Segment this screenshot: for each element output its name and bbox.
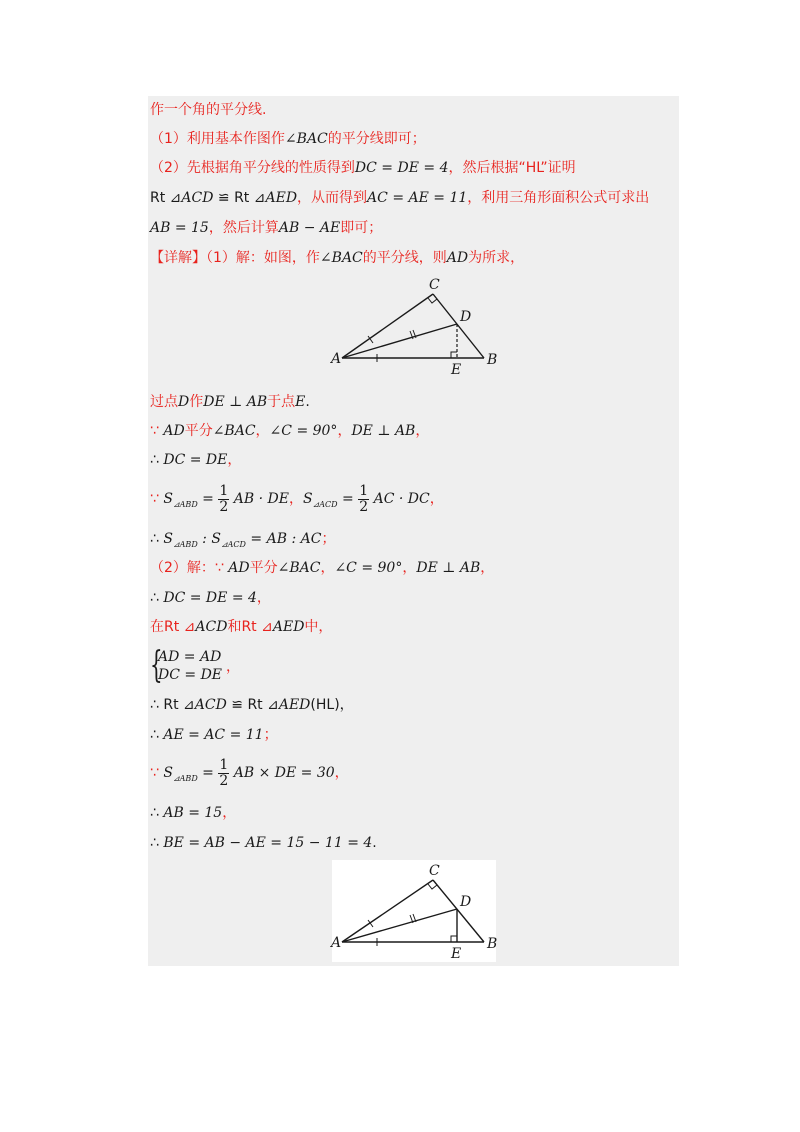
- label-a: A: [331, 935, 342, 951]
- label-c: C: [429, 863, 440, 879]
- label-b: B: [487, 936, 498, 952]
- text-line-2: （1）利用基本作图作∠BAC的平分线即可；: [150, 131, 426, 147]
- label-e: E: [451, 946, 462, 962]
- triangle-figure-2: [330, 860, 505, 962]
- segment-ac: [342, 294, 433, 358]
- fraction-half: $\frac{1}{2}$: [219, 756, 229, 789]
- text-line-18: ∵ $S_{⊿ABD}$ = $\frac{1}{2}$ AB × DE = 30，: [150, 756, 349, 789]
- text-line-20: ∴ BE = AB − AE = 15 − 11 = 4.: [150, 835, 377, 851]
- text-line-3: （2）先根据角平分线的性质得到DC = DE = 4，然后根据“HL”证明: [150, 160, 576, 176]
- text-line-13: ∴ DC = DE = 4，: [150, 590, 271, 606]
- system-comma: ，: [226, 659, 240, 675]
- system-row-1: AD = AD: [158, 649, 222, 665]
- label-c: C: [429, 277, 440, 293]
- text-line-6: 【详解】（1）解：如图，作∠BAC的平分线，则AD为所求，: [150, 250, 525, 266]
- fraction-half: $\frac{1}{2}$: [219, 482, 229, 515]
- text-line-19: ∴ AB = 15，: [150, 805, 237, 821]
- label-b: B: [487, 352, 498, 368]
- segment-cb: [433, 294, 484, 358]
- text-line-5: AB = 15，然后计算AB − AE即可；: [150, 220, 383, 236]
- segment-ac: [342, 880, 433, 942]
- left-brace: {: [150, 645, 163, 686]
- system-row-2: DC = DE: [158, 667, 223, 683]
- text-line-10: ∵ $S_{⊿ABD}$ = $\frac{1}{2}$ AB · DE，$S_{⊿ACD}$ = $\frac{1}{2}$ AC · DC，: [150, 482, 444, 515]
- right-angle-mark-e: [451, 352, 457, 358]
- right-angle-mark-e: [451, 936, 457, 942]
- segment-ad: [342, 324, 457, 358]
- text-line-9: ∴ DC = DE，: [150, 452, 242, 468]
- text-line-4: Rt ⊿ACD ≌ Rt ⊿AED，从而得到AC = AE = 11，利用三角形面积公式可求出: [150, 190, 650, 206]
- text-line-17: ∴ AE = AC = 11；: [150, 727, 278, 743]
- segment-ad: [342, 909, 457, 942]
- right-angle-mark-c: [428, 884, 437, 889]
- text-line-8: ∵ AD平分∠BAC，∠C = 90°，DE ⊥ AB，: [150, 423, 430, 439]
- label-d: D: [460, 309, 472, 325]
- fraction-half: $\frac{1}{2}$: [359, 482, 369, 515]
- right-angle-mark-c: [428, 298, 437, 303]
- triangle-figure-1: [330, 274, 505, 376]
- text-line-11: ∴ $S_{⊿ABD}$ : $S_{⊿ACD}$ = AB : AC；: [150, 531, 336, 549]
- text-line-16: ∴ Rt ⊿ACD ≌ Rt ⊿AED(HL)，: [150, 697, 354, 713]
- text-line-12: （2）解：∵ AD平分∠BAC，∠C = 90°，DE ⊥ AB，: [150, 560, 495, 576]
- text-line-14: 在Rt ⊿ACD和Rt ⊿AED中，: [150, 619, 333, 635]
- segment-cb: [433, 880, 484, 942]
- text-line-1: 作一个角的平分线.: [150, 102, 267, 118]
- text-line-7: 过点D作DE ⊥ AB于点E.: [150, 394, 310, 410]
- label-e: E: [451, 362, 462, 376]
- label-d: D: [460, 894, 472, 910]
- label-a: A: [331, 351, 342, 367]
